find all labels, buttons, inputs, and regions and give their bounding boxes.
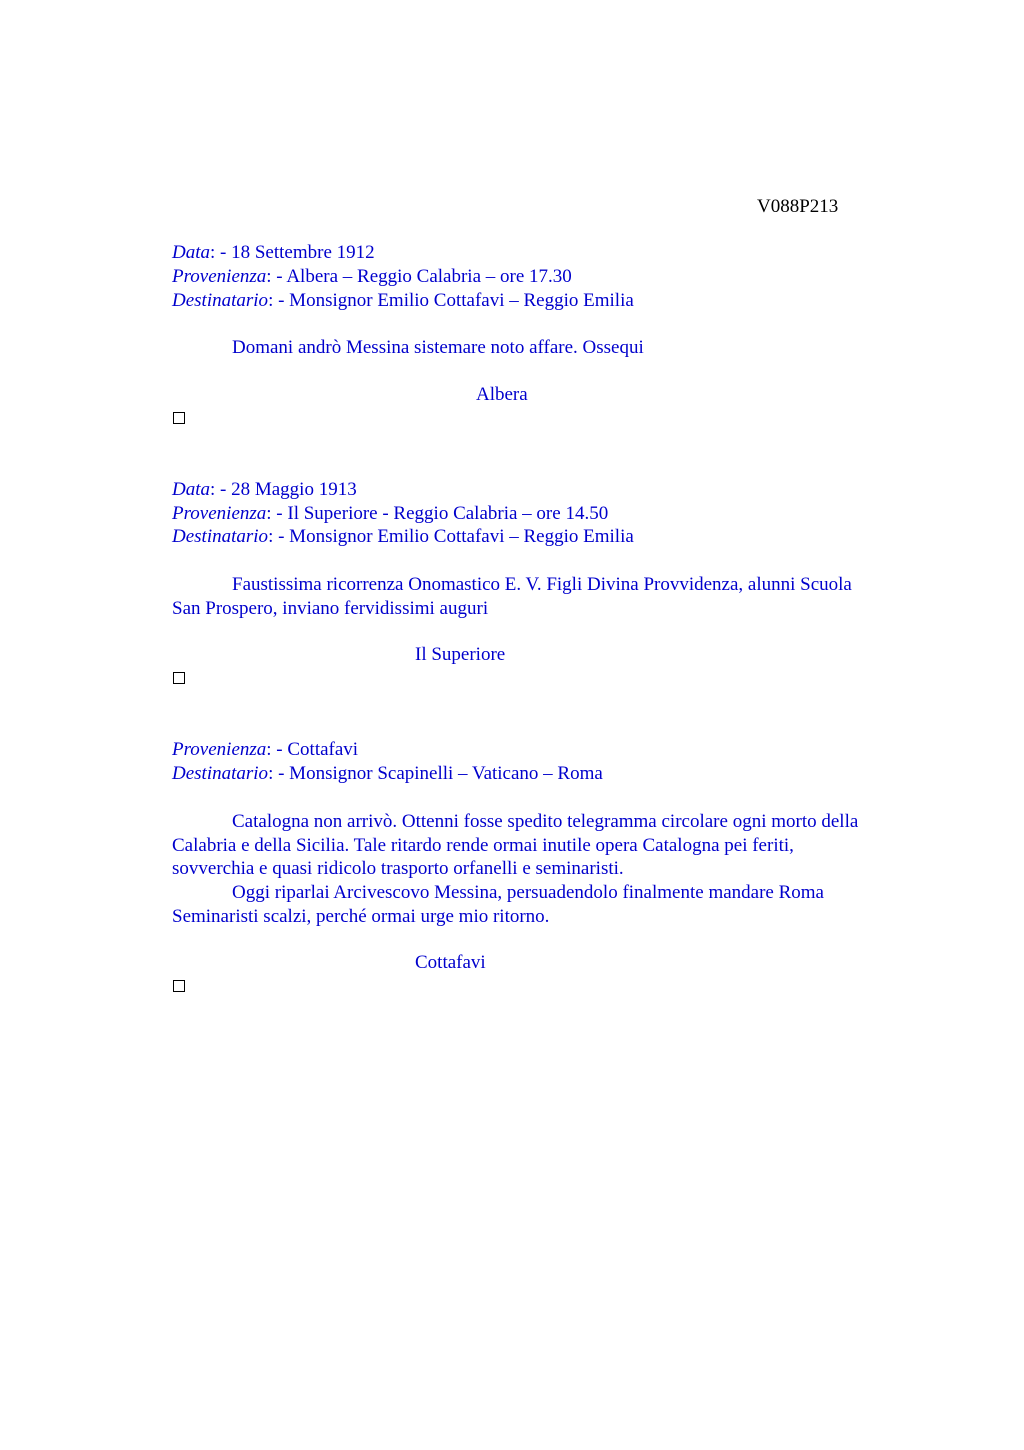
telegram-3-body-line: Catalogna non arrivò. Ottenni fosse spedito telegramma circolare ogni morto della	[232, 811, 859, 832]
label-provenienza: Provenienza	[172, 739, 267, 760]
provenienza-value: : - Il Superiore - Reggio Calabria – ore 14.50	[266, 503, 609, 524]
destinatario-value: : - Monsignor Emilio Cottafavi – Reggio Emilia	[268, 526, 634, 547]
label-provenienza: Provenienza	[172, 266, 267, 287]
telegram-1-body-line: Domani andrò Messina sistemare noto affare. Ossequi	[232, 337, 644, 358]
telegram-3-body-line: sovverchia e quasi ridicolo trasporto orfanelli e seminaristi.	[172, 858, 624, 879]
page-id: V088P213	[757, 196, 839, 217]
telegram-3-destinatario	[172, 762, 603, 786]
telegram-3-provenienza	[172, 738, 358, 762]
telegram-3-body-line: Oggi riparlai Arcivescovo Messina, persuadendolo finalmente mandare Roma	[232, 882, 824, 903]
telegram-1-signature: Albera	[476, 384, 528, 405]
data-value: : - 28 Maggio 1913	[210, 479, 357, 500]
telegram-2-body-line: Faustissima ricorrenza Onomastico E. V. Figli Divina Provvidenza, alunni Scuola	[232, 574, 852, 595]
telegram-3-signature: Cottafavi	[415, 952, 486, 973]
checkbox-icon	[173, 980, 185, 992]
telegram-1-provenienza	[172, 265, 572, 289]
telegram-2-destinatario	[172, 525, 634, 549]
label-destinatario: Destinatario	[172, 290, 269, 311]
label-provenienza: Provenienza	[172, 503, 267, 524]
provenienza-value: : - Albera – Reggio Calabria – ore 17.30	[266, 266, 572, 287]
checkbox-icon	[173, 412, 185, 424]
destinatario-value: : - Monsignor Scapinelli – Vaticano – Roma	[268, 763, 603, 784]
destinatario-value: : - Monsignor Emilio Cottafavi – Reggio Emilia	[268, 290, 634, 311]
checkbox-icon	[173, 672, 185, 684]
label-destinatario: Destinatario	[172, 763, 269, 784]
telegram-1-data	[172, 241, 375, 265]
telegram-2-data	[172, 478, 357, 502]
provenienza-value: : - Cottafavi	[266, 739, 359, 760]
label-data: Data	[172, 242, 210, 263]
telegram-1-destinatario	[172, 289, 634, 313]
data-value: : - 18 Settembre 1912	[210, 242, 375, 263]
telegram-3-body-line: Calabria e della Sicilia. Tale ritardo rende ormai inutile opera Catalogna pei feriti,	[172, 835, 794, 856]
label-destinatario: Destinatario	[172, 526, 269, 547]
telegram-2-signature: Il Superiore	[415, 644, 506, 665]
telegram-3-body-line: Seminaristi scalzi, perché ormai urge mio ritorno.	[172, 906, 550, 927]
telegram-2-body-line: San Prospero, inviano fervidissimi auguri	[172, 598, 489, 619]
label-data: Data	[172, 479, 210, 500]
telegram-2-provenienza	[172, 502, 608, 526]
